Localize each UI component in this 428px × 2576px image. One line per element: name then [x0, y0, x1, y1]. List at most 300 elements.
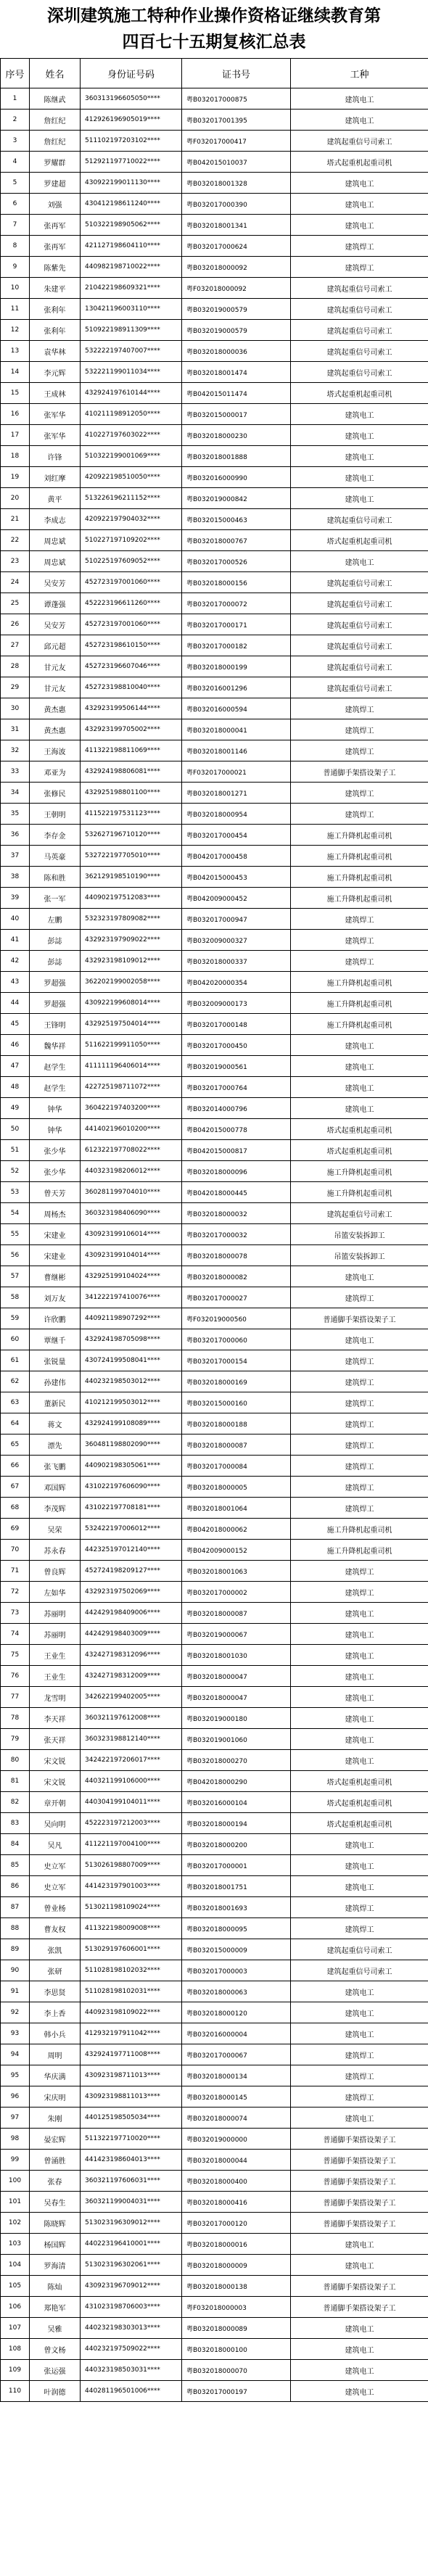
row-job-type: 普通脚手架搭设架子工 — [291, 2192, 428, 2213]
table-row — [1, 467, 428, 488]
row-job-type: 普通脚手架搭设架子工 — [291, 2276, 428, 2297]
row-name: 章开朝 — [30, 1792, 81, 1813]
row-name: 赵学生 — [30, 1077, 81, 1098]
row-id-number: 532422197006012**** — [81, 1519, 182, 1540]
row-id-number: 440982198710022**** — [81, 257, 182, 278]
row-name: 曾涌胜 — [30, 2150, 81, 2171]
row-name: 罗建超 — [30, 173, 81, 194]
row-index: 30 — [1, 698, 30, 719]
row-id-number: 440125198505034**** — [81, 2108, 182, 2129]
row-certificate-number: 粤B032014000796 — [182, 1098, 291, 1119]
row-id-number: 420922198510050**** — [81, 467, 182, 488]
row-certificate-number: 粤B032018000230 — [182, 425, 291, 446]
row-certificate-number: 粤B032018000082 — [182, 1266, 291, 1287]
row-job-type: 建筑电工 — [291, 110, 428, 131]
row-job-type: 建筑焊工 — [291, 698, 428, 719]
row-certificate-number: 粤B032017000450 — [182, 1035, 291, 1056]
row-name: 周忠斌 — [30, 530, 81, 551]
table-row — [1, 1603, 428, 1624]
table-row — [1, 2276, 428, 2297]
row-name: 王朝明 — [30, 804, 81, 825]
row-id-number: 360422197403200**** — [81, 1098, 182, 1119]
row-id-number: 432923199705002**** — [81, 719, 182, 740]
row-certificate-number: 粤B032019000000 — [182, 2129, 291, 2150]
row-id-number: 410211198912050**** — [81, 404, 182, 425]
row-id-number: 512921197710022**** — [81, 152, 182, 173]
row-certificate-number: 粤B032018001751 — [182, 1876, 291, 1897]
row-index: 74 — [1, 1624, 30, 1645]
title-line-2: 四百七十五期复核汇总表 — [122, 32, 306, 51]
row-name: 朱建平 — [30, 278, 81, 299]
row-certificate-number: 粤B032018000087 — [182, 1434, 291, 1456]
row-certificate-number: 粤B032017000947 — [182, 909, 291, 930]
row-certificate-number: 粤B032018000188 — [182, 1413, 291, 1434]
row-job-type: 吊篮安装拆卸工 — [291, 1224, 428, 1245]
table-row — [1, 740, 428, 761]
row-job-type: 建筑电工 — [291, 467, 428, 488]
row-id-number: 432923197909022**** — [81, 930, 182, 951]
row-certificate-number: 粤B032018000096 — [182, 1161, 291, 1182]
row-job-type: 建筑焊工 — [291, 1392, 428, 1413]
row-index: 43 — [1, 972, 30, 993]
row-job-type: 建筑焊工 — [291, 740, 428, 761]
row-index: 104 — [1, 2255, 30, 2276]
table-row — [1, 1729, 428, 1750]
row-name: 黄平 — [30, 488, 81, 509]
row-certificate-number: 粤B032018001064 — [182, 1498, 291, 1519]
row-job-type: 塔式起重机起重司机 — [291, 1119, 428, 1140]
row-job-type: 塔式起重机起重司机 — [291, 1792, 428, 1813]
row-job-type: 建筑电工 — [291, 1729, 428, 1750]
row-job-type: 建筑电工 — [291, 2339, 428, 2360]
row-job-type: 建筑电工 — [291, 1098, 428, 1119]
row-job-type: 普通脚手架搭设架子工 — [291, 2213, 428, 2234]
row-certificate-number: 粤B032018000954 — [182, 804, 291, 825]
row-id-number: 440321199106000**** — [81, 1771, 182, 1792]
table-row — [1, 2381, 428, 2402]
table-row — [1, 110, 428, 131]
row-certificate-number: 粤B032015000463 — [182, 509, 291, 530]
row-id-number: 411322198009008**** — [81, 1918, 182, 1939]
row-index: 47 — [1, 1056, 30, 1077]
row-index: 57 — [1, 1266, 30, 1287]
row-certificate-number: 粤B032018000087 — [182, 1603, 291, 1624]
row-name: 曾文杨 — [30, 2339, 81, 2360]
row-index: 98 — [1, 2129, 30, 2150]
row-index: 22 — [1, 530, 30, 551]
row-name: 王业生 — [30, 1666, 81, 1687]
row-index: 3 — [1, 131, 30, 152]
row-index: 70 — [1, 1540, 30, 1561]
row-name: 王海波 — [30, 740, 81, 761]
row-id-number: 440323198503031**** — [81, 2360, 182, 2381]
table-row — [1, 635, 428, 656]
row-certificate-number: 粤B042018000290 — [182, 1771, 291, 1792]
row-index: 25 — [1, 593, 30, 614]
row-certificate-number: 粤B032019000067 — [182, 1624, 291, 1645]
row-job-type: 建筑电工 — [291, 1266, 428, 1287]
row-name: 詹红纪 — [30, 110, 81, 131]
row-job-type: 塔式起重机起重司机 — [291, 383, 428, 404]
row-job-type: 施工升降机起重司机 — [291, 846, 428, 867]
row-certificate-number: 粤B032018000041 — [182, 719, 291, 740]
row-certificate-number: 粤B042015000817 — [182, 1140, 291, 1161]
row-certificate-number: 粤B032018000120 — [182, 2002, 291, 2023]
row-id-number: 532222197407007**** — [81, 341, 182, 362]
row-index: 62 — [1, 1371, 30, 1392]
row-id-number: 511028198102031**** — [81, 1981, 182, 2002]
row-job-type: 建筑焊工 — [291, 1434, 428, 1456]
row-name: 罗耀群 — [30, 152, 81, 173]
table-row — [1, 1750, 428, 1771]
row-name: 陈紫先 — [30, 257, 81, 278]
row-job-type: 建筑焊工 — [291, 257, 428, 278]
table-row — [1, 194, 428, 215]
table-row — [1, 2297, 428, 2318]
table-row — [1, 698, 428, 719]
table-row — [1, 1897, 428, 1918]
table-row — [1, 1771, 428, 1792]
row-certificate-number: 粤B032017000171 — [182, 614, 291, 635]
row-id-number: 430922199011130**** — [81, 173, 182, 194]
row-certificate-number: 粤B032017000002 — [182, 1582, 291, 1603]
row-name: 罗超强 — [30, 972, 81, 993]
row-job-type: 建筑电工 — [291, 1329, 428, 1350]
table-row — [1, 1477, 428, 1498]
table-row — [1, 383, 428, 404]
row-name: 张凯 — [30, 1939, 81, 1960]
row-index: 95 — [1, 2065, 30, 2086]
table-row — [1, 1456, 428, 1477]
row-id-number: 452723196607046**** — [81, 656, 182, 677]
row-index: 87 — [1, 1897, 30, 1918]
row-id-number: 513023196309012**** — [81, 2213, 182, 2234]
row-id-number: 360323198406090**** — [81, 1203, 182, 1224]
row-job-type: 建筑电工 — [291, 1834, 428, 1855]
row-name: 吴春生 — [30, 2192, 81, 2213]
table-row — [1, 2129, 428, 2150]
row-id-number: 440921198907292**** — [81, 1308, 182, 1329]
row-name: 曹友权 — [30, 1918, 81, 1939]
table-row — [1, 1308, 428, 1329]
row-job-type: 建筑焊工 — [291, 2044, 428, 2065]
row-index: 44 — [1, 993, 30, 1014]
row-index: 76 — [1, 1666, 30, 1687]
row-certificate-number: 粤B032016000104 — [182, 1792, 291, 1813]
row-job-type: 建筑起重信号司索工 — [291, 509, 428, 530]
row-id-number: 440223196410001**** — [81, 2234, 182, 2255]
row-certificate-number: 粤B032018000074 — [182, 2108, 291, 2129]
row-id-number: 452723198610150**** — [81, 635, 182, 656]
row-index: 68 — [1, 1498, 30, 1519]
row-id-number: 440232198303013**** — [81, 2318, 182, 2339]
row-id-number: 510322199001069**** — [81, 446, 182, 467]
row-name: 张军华 — [30, 425, 81, 446]
row-name: 刘红摩 — [30, 467, 81, 488]
header-index: 序号 — [1, 59, 30, 88]
row-name: 钟华 — [30, 1098, 81, 1119]
row-index: 73 — [1, 1603, 30, 1624]
row-id-number: 441423197901003**** — [81, 1876, 182, 1897]
row-id-number: 360321199004031**** — [81, 2192, 182, 2213]
row-id-number: 421127198604110**** — [81, 236, 182, 257]
row-certificate-number: 粤B032018000156 — [182, 572, 291, 593]
row-name: 许锋 — [30, 446, 81, 467]
row-name: 刘万友 — [30, 1287, 81, 1308]
row-name: 袁华林 — [30, 341, 81, 362]
row-job-type: 建筑焊工 — [291, 1413, 428, 1434]
row-name: 杨国辉 — [30, 2234, 81, 2255]
row-certificate-number: 粤B032009000173 — [182, 993, 291, 1014]
row-id-number: 510227197109202**** — [81, 530, 182, 551]
row-id-number: 441423198604013**** — [81, 2150, 182, 2171]
row-certificate-number: 粤B032018000169 — [182, 1371, 291, 1392]
row-certificate-number: 粤B042015000778 — [182, 1119, 291, 1140]
row-index: 69 — [1, 1519, 30, 1540]
row-index: 10 — [1, 278, 30, 299]
row-id-number: 440232197509022**** — [81, 2339, 182, 2360]
row-job-type: 建筑电工 — [291, 1687, 428, 1708]
row-index: 78 — [1, 1708, 30, 1729]
table-row — [1, 1666, 428, 1687]
row-certificate-number: 粤B032017000454 — [182, 825, 291, 846]
row-id-number: 432427198312096**** — [81, 1645, 182, 1666]
row-id-number: 432924197610144**** — [81, 383, 182, 404]
row-index: 27 — [1, 635, 30, 656]
row-job-type: 吊篮安装拆卸工 — [291, 1245, 428, 1266]
row-job-type: 建筑焊工 — [291, 1582, 428, 1603]
row-job-type: 塔式起重机起重司机 — [291, 152, 428, 173]
row-index: 100 — [1, 2171, 30, 2192]
table-row — [1, 783, 428, 804]
row-name: 李上香 — [30, 2002, 81, 2023]
row-job-type: 塔式起重机起重司机 — [291, 1771, 428, 1792]
row-id-number: 342422197206017**** — [81, 1750, 182, 1771]
row-job-type: 建筑电工 — [291, 2318, 428, 2339]
row-job-type: 施工升降机起重司机 — [291, 825, 428, 846]
row-certificate-number: 粤B032018000200 — [182, 1834, 291, 1855]
row-name: 李天祥 — [30, 1708, 81, 1729]
row-id-number: 362129198510190**** — [81, 867, 182, 888]
row-certificate-number: 粤B032018000095 — [182, 1918, 291, 1939]
row-certificate-number: 粤B032018000070 — [182, 2360, 291, 2381]
row-certificate-number: 粤B032017000027 — [182, 1287, 291, 1308]
table-row — [1, 1582, 428, 1603]
row-certificate-number: 粤B042015000453 — [182, 867, 291, 888]
row-job-type: 建筑电工 — [291, 2002, 428, 2023]
row-name: 邓亚为 — [30, 761, 81, 783]
row-index: 46 — [1, 1035, 30, 1056]
row-index: 38 — [1, 867, 30, 888]
row-job-type: 建筑电工 — [291, 2381, 428, 2402]
row-job-type: 建筑起重信号司索工 — [291, 635, 428, 656]
row-id-number: 410212199503012**** — [81, 1392, 182, 1413]
row-name: 谭蓬强 — [30, 593, 81, 614]
row-name: 钟华 — [30, 1119, 81, 1140]
row-certificate-number: 粤B032017000526 — [182, 551, 291, 572]
table-row — [1, 1561, 428, 1582]
table-row — [1, 593, 428, 614]
row-index: 39 — [1, 888, 30, 909]
row-id-number: 513029197606001**** — [81, 1939, 182, 1960]
row-index: 84 — [1, 1834, 30, 1855]
row-name: 魏华祥 — [30, 1035, 81, 1056]
row-index: 42 — [1, 951, 30, 972]
row-index: 37 — [1, 846, 30, 867]
row-index: 36 — [1, 825, 30, 846]
row-job-type: 建筑焊工 — [291, 2065, 428, 2086]
row-job-type: 塔式起重机起重司机 — [291, 530, 428, 551]
row-id-number: 510225197609052**** — [81, 551, 182, 572]
table-row — [1, 173, 428, 194]
row-index: 55 — [1, 1224, 30, 1245]
row-index: 49 — [1, 1098, 30, 1119]
table-row — [1, 1413, 428, 1434]
row-job-type: 建筑起重信号司索工 — [291, 677, 428, 698]
row-job-type: 施工升降机起重司机 — [291, 888, 428, 909]
table-row — [1, 1182, 428, 1203]
row-certificate-number: 粤B032017000148 — [182, 1014, 291, 1035]
row-job-type: 建筑电工 — [291, 1624, 428, 1645]
row-certificate-number: 粤B032018000270 — [182, 1750, 291, 1771]
row-index: 102 — [1, 2213, 30, 2234]
row-job-type: 普通脚手架搭设架子工 — [291, 2171, 428, 2192]
row-index: 32 — [1, 740, 30, 761]
row-certificate-number: 粤B032018001271 — [182, 783, 291, 804]
row-index: 86 — [1, 1876, 30, 1897]
row-certificate-number: 粤B032017000032 — [182, 1224, 291, 1245]
row-job-type: 施工升降机起重司机 — [291, 1519, 428, 1540]
row-index: 82 — [1, 1792, 30, 1813]
row-certificate-number: 粤B042018000062 — [182, 1519, 291, 1540]
table-row — [1, 1329, 428, 1350]
row-id-number: 510922198911309**** — [81, 320, 182, 341]
row-name: 晏宏辉 — [30, 2129, 81, 2150]
row-index: 66 — [1, 1456, 30, 1477]
row-id-number: 513226196211152**** — [81, 488, 182, 509]
row-job-type: 建筑起重信号司索工 — [291, 1960, 428, 1981]
row-id-number: 440923198109022**** — [81, 2002, 182, 2023]
row-certificate-number: 粤B042009000152 — [182, 1540, 291, 1561]
row-index: 34 — [1, 783, 30, 804]
row-index: 18 — [1, 446, 30, 467]
row-job-type: 建筑电工 — [291, 1035, 428, 1056]
row-certificate-number: 粤B032019000561 — [182, 1056, 291, 1077]
table-row — [1, 1687, 428, 1708]
row-certificate-number: 粤B032018001030 — [182, 1645, 291, 1666]
row-job-type: 建筑电工 — [291, 1708, 428, 1729]
row-name: 孙建伟 — [30, 1371, 81, 1392]
row-job-type: 建筑电工 — [291, 194, 428, 215]
row-index: 56 — [1, 1245, 30, 1266]
row-name: 吴向明 — [30, 1813, 81, 1834]
row-certificate-number: 粤B032018001888 — [182, 446, 291, 467]
row-index: 50 — [1, 1119, 30, 1140]
title-line-1: 深圳建筑施工特种作业操作资格证继续教育第 — [47, 6, 381, 25]
row-id-number: 430412198611240**** — [81, 194, 182, 215]
row-job-type: 建筑电工 — [291, 1876, 428, 1897]
row-certificate-number: 粤F032019000560 — [182, 1308, 291, 1329]
table-row — [1, 1855, 428, 1876]
table-row — [1, 2002, 428, 2023]
row-job-type: 建筑焊工 — [291, 2086, 428, 2108]
row-id-number: 440232198503012**** — [81, 1371, 182, 1392]
header-name: 姓名 — [30, 59, 81, 88]
row-job-type: 建筑电工 — [291, 446, 428, 467]
row-name: 彭誌 — [30, 930, 81, 951]
row-index: 99 — [1, 2150, 30, 2171]
row-name: 詹红纪 — [30, 131, 81, 152]
row-certificate-number: 粤B032017001395 — [182, 110, 291, 131]
row-id-number: 362202199002058**** — [81, 972, 182, 993]
row-job-type: 建筑电工 — [291, 173, 428, 194]
row-name: 曾业杨 — [30, 1897, 81, 1918]
row-certificate-number: 粤B042017000458 — [182, 846, 291, 867]
table-row — [1, 2150, 428, 2171]
row-index: 13 — [1, 341, 30, 362]
row-index: 35 — [1, 804, 30, 825]
table-row — [1, 2339, 428, 2360]
row-job-type: 建筑起重信号司索工 — [291, 1203, 428, 1224]
row-id-number: 431022197606090**** — [81, 1477, 182, 1498]
table-row — [1, 362, 428, 383]
table-row — [1, 2318, 428, 2339]
row-certificate-number: 粤B032018000145 — [182, 2086, 291, 2108]
header-certificate-number: 证书号 — [182, 59, 291, 88]
row-name: 苏丽明 — [30, 1603, 81, 1624]
row-certificate-number: 粤B032018000092 — [182, 257, 291, 278]
row-id-number: 440304199104011**** — [81, 1792, 182, 1813]
row-id-number: 430922199608014**** — [81, 993, 182, 1014]
row-job-type: 建筑焊工 — [291, 1456, 428, 1477]
row-id-number: 511028198102032**** — [81, 1960, 182, 1981]
row-id-number: 532722197705010**** — [81, 846, 182, 867]
table-row — [1, 1876, 428, 1897]
row-index: 64 — [1, 1413, 30, 1434]
row-job-type: 建筑电工 — [291, 404, 428, 425]
row-name: 左鹏 — [30, 909, 81, 930]
row-name: 苏永春 — [30, 1540, 81, 1561]
table-row — [1, 88, 428, 110]
table-row — [1, 257, 428, 278]
row-certificate-number: 粤B032018000100 — [182, 2339, 291, 2360]
row-certificate-number: 粤B032016000990 — [182, 467, 291, 488]
row-id-number: 432924198806081**** — [81, 761, 182, 783]
row-index: 9 — [1, 257, 30, 278]
row-id-number: 130421196003110**** — [81, 299, 182, 320]
row-index: 29 — [1, 677, 30, 698]
row-name: 华庆满 — [30, 2065, 81, 2086]
row-job-type: 建筑焊工 — [291, 930, 428, 951]
table-row — [1, 1077, 428, 1098]
row-job-type: 建筑起重信号司索工 — [291, 572, 428, 593]
row-certificate-number: 粤B032018000047 — [182, 1687, 291, 1708]
row-name: 龙雪明 — [30, 1687, 81, 1708]
row-index: 105 — [1, 2276, 30, 2297]
row-id-number: 511102197203102**** — [81, 131, 182, 152]
row-job-type: 建筑起重信号司索工 — [291, 299, 428, 320]
row-certificate-number: 粤B032018000194 — [182, 1813, 291, 1834]
row-name: 张研 — [30, 1960, 81, 1981]
row-job-type: 建筑焊工 — [291, 1371, 428, 1392]
row-index: 45 — [1, 1014, 30, 1035]
row-id-number: 513026198807009**** — [81, 1855, 182, 1876]
table-row — [1, 719, 428, 740]
row-certificate-number: 粤B032019000180 — [182, 1708, 291, 1729]
row-job-type: 建筑电工 — [291, 488, 428, 509]
row-id-number: 432923197502069**** — [81, 1582, 182, 1603]
row-index: 2 — [1, 110, 30, 131]
